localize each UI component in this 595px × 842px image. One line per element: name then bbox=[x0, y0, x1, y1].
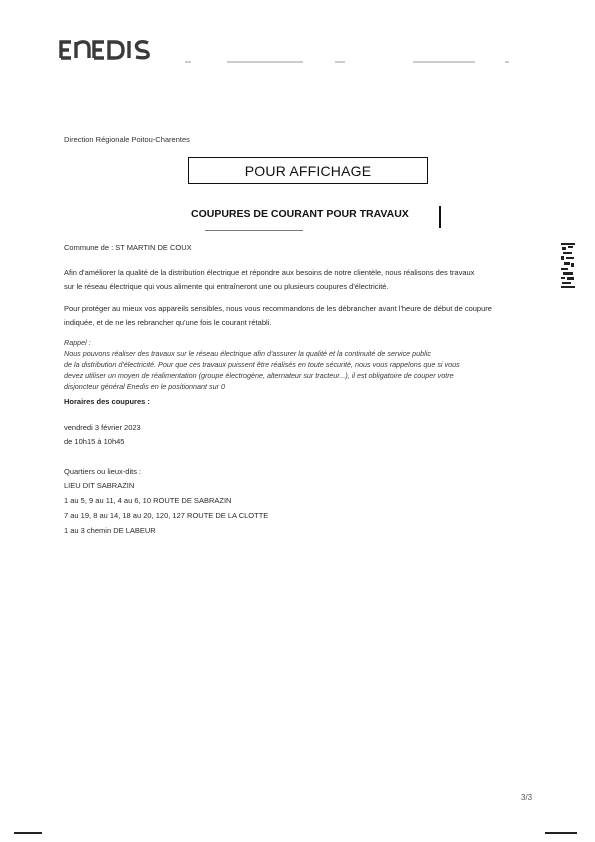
protect-line-2: indiquée, et de ne les rebrancher qu'une fois le courant rétabli. bbox=[64, 318, 272, 327]
rappel-label: Rappel : bbox=[64, 338, 91, 347]
intro-line-1: Afin d'améliorer la qualité de la distribution électrique et répondre aux besoins de notre clientèle, nous réalisons des travaux bbox=[64, 268, 475, 277]
address-2: 7 au 19, 8 au 14, 18 au 20, 120, 127 ROUTE DE LA CLOTTE bbox=[64, 511, 269, 520]
scan-marks bbox=[185, 60, 545, 64]
regional-direction: Direction Régionale Poitou-Charentes bbox=[64, 135, 190, 144]
rappel-line-4: disjoncteur général Enedis en le positionnant sur 0 bbox=[64, 382, 226, 391]
rappel-line-2: de la distribution d'électricité. Pour que ces travaux puissent être réalisés en toute sécurité, nous vous rappelons que si vous bbox=[64, 360, 460, 369]
horaires-label: Horaires des coupures : bbox=[64, 397, 150, 406]
lieu-dit: LIEU DIT SABRAZIN bbox=[64, 481, 135, 490]
commune-line: Commune de : ST MARTIN DE COUX bbox=[64, 243, 192, 252]
intro-line-2: sur le réseau électrique qui vous alimente qui entraîneront une ou plusieurs coupures d'électricité. bbox=[64, 282, 389, 291]
subtitle-bar bbox=[439, 206, 441, 228]
address-1: 1 au 5, 9 au 11, 4 au 6, 10 ROUTE DE SABRAZIN bbox=[64, 496, 232, 505]
outage-date: vendredi 3 février 2023 bbox=[64, 423, 141, 432]
rappel-line-1: Nous pouvons réaliser des travaux sur le réseau électrique afin d'assurer la qualité et la continuité de service public bbox=[64, 349, 431, 358]
subtitle-rule bbox=[205, 230, 303, 231]
pour-affichage-box bbox=[188, 157, 428, 184]
address-3: 1 au 3 chemin DE LABEUR bbox=[64, 526, 156, 535]
footer-mark-right bbox=[545, 832, 577, 834]
pour-affichage-title: POUR AFFICHAGE bbox=[244, 162, 372, 179]
side-barcode bbox=[561, 243, 575, 291]
outage-hours: de 10h15 à 10h45 bbox=[64, 437, 125, 446]
footer-mark-left bbox=[14, 832, 42, 834]
page-number: 3/3 bbox=[521, 793, 533, 802]
protect-line-1: Pour protéger au mieux vos appareils sensibles, nous vous recommandons de les débrancher avant l'heure de début de coupure bbox=[64, 304, 492, 313]
notice-subtitle: COUPURES DE COURANT POUR TRAVAUX bbox=[191, 208, 409, 220]
quartiers-label: Quartiers ou lieux-dits : bbox=[64, 467, 142, 476]
enedis-logo bbox=[58, 38, 170, 60]
rappel-line-3: devez utiliser un moyen de réalimentation (groupe électrogène, alternateur sur tracteur...), il est obligatoire de couper votre bbox=[64, 371, 454, 380]
